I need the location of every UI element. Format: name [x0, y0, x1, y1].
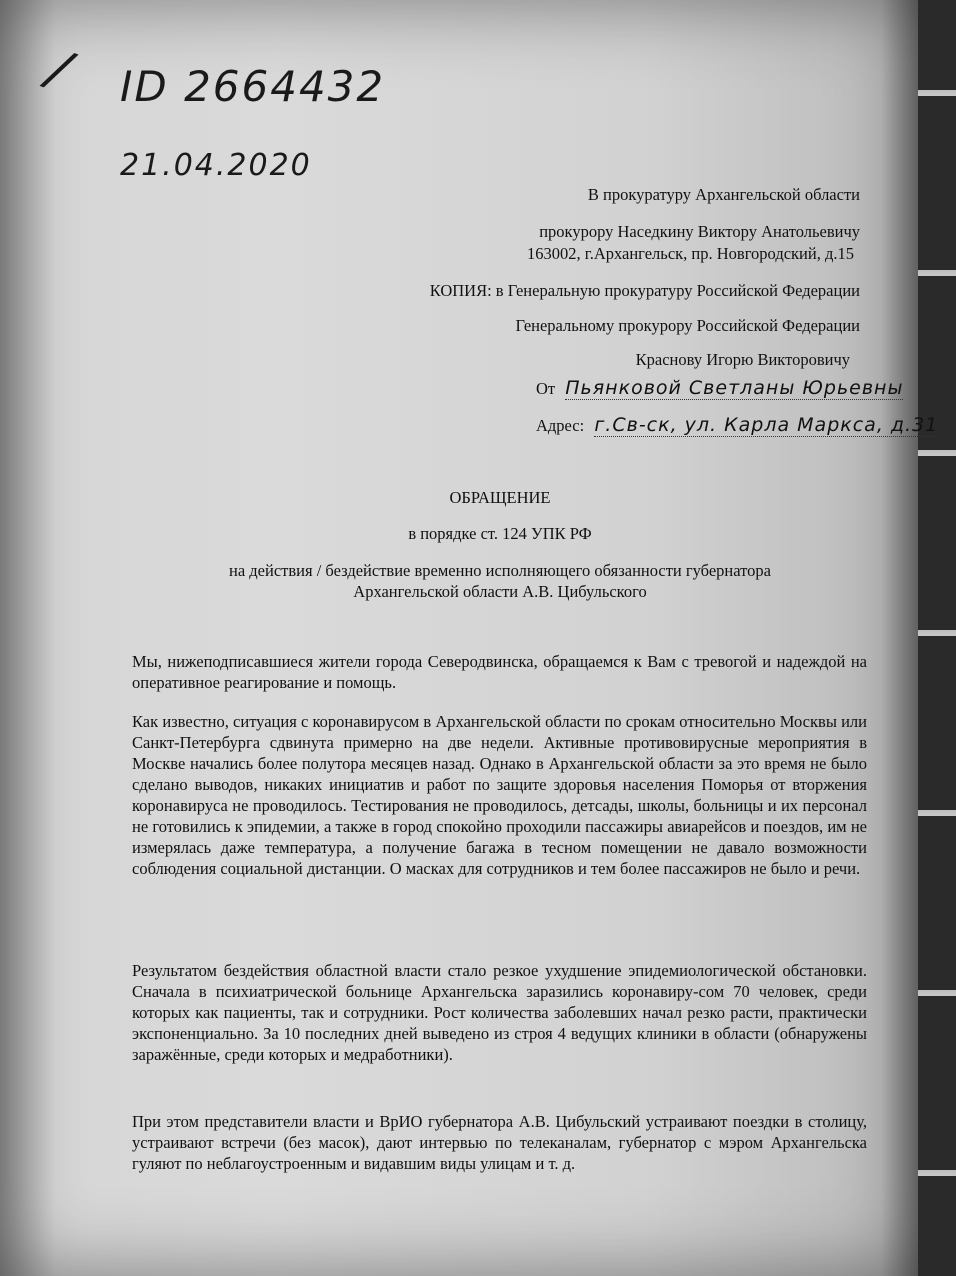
body-paragraph-4: При этом представители власти и ВрИО губернатора А.В. Цибульский устраивают поездки в столицу, устраивают встречи (без масок), дают интервью по телеканалам, губернатор с мэром Архангельска гуляют по неблагоустроенным и видавшим виды улицам и т. д. [132, 1112, 867, 1173]
addressee-line-6: Краснову Игорю Викторовичу [635, 350, 850, 369]
addressee-line-2: прокурору Наседкину Виктору Анатольевичу [539, 222, 860, 241]
sender-from [536, 377, 903, 399]
body-paragraph-1: Мы, нижеподписавшиеся жители города Северодвинска, обращаемся к Вам с тревогой и надеждой на оперативное реагирование и помощь. [132, 652, 867, 692]
handwritten-date: 21.04.2020 [120, 148, 312, 183]
sender-from-value: Пьянковой Светланы Юрьевны [565, 377, 904, 399]
document-title: ОБРАЩЕНИЕ [449, 488, 551, 507]
body-paragraph-2: Как известно, ситуация с коронавирусом в Архангельской области по срокам относительно Москвы или Санкт-Петербурга сдвинута примерно на две недели. Активные противовирусные мероприятия в Москве начались более полутора месяцев назад. Однако в Архангельской области за это время не было сделано выводов, никаких инициатив и работ по защите здоровья населения Поморья от вторжения коронавируса не проводилось. Тестирования не проводилось, детсады, школы, больницы и их персонал не готовились к эпидемии, а также в город спокойно проходили пассажиры авиарейсов и поездов, им не измерялась даже температура, а получение багажа в тесном помещении не давало возможности соблюдения социальной дистанции. О масках для сотрудников и тем более пассажиров не было и речи. [132, 712, 867, 878]
body-paragraph-3: Результатом бездействия областной власти стало резкое ухудшение эпидемиологической обстановки. Сначала в психиатрической больнице Архангельска заразились коронавиру-сом 70 человек, среди которых как пациенты, так и сотрудники. Рост количества заболевших начал резко расти, практически экспоненциально. За 10 последних дней выведено из строя 4 ведущих клиники в области (обнаружены заражённые, среди которых и медработники). [132, 961, 867, 1064]
sender-address-value: г.Св-ск, ул. Карла Маркса, д.31 [594, 414, 939, 436]
sender-from-label: От [536, 379, 556, 398]
sender-address-label: Адрес: [536, 416, 585, 435]
handwritten-id: ID 2664432 [120, 62, 386, 111]
document-subtitle: в порядке ст. 124 УПК РФ [408, 524, 592, 543]
document-subject-line-2: Архангельской области А.В. Цибульского [353, 582, 647, 601]
sender-address [536, 414, 938, 436]
addressee-line-3: 163002, г.Архангельск, пр. Новгородский, д.15 [527, 244, 854, 263]
handwritten-slash: / [40, 38, 80, 102]
addressee-line-1: В прокуратуру Архангельской области [587, 185, 860, 204]
document-subject-line-1: на действия / бездействие временно исполняющего обязанности губернатора [229, 561, 771, 580]
addressee-copy-line: КОПИЯ: в Генеральную прокуратуру Российской Федерации [429, 281, 860, 300]
addressee-line-5: Генеральному прокурору Российской Федерации [515, 316, 860, 335]
